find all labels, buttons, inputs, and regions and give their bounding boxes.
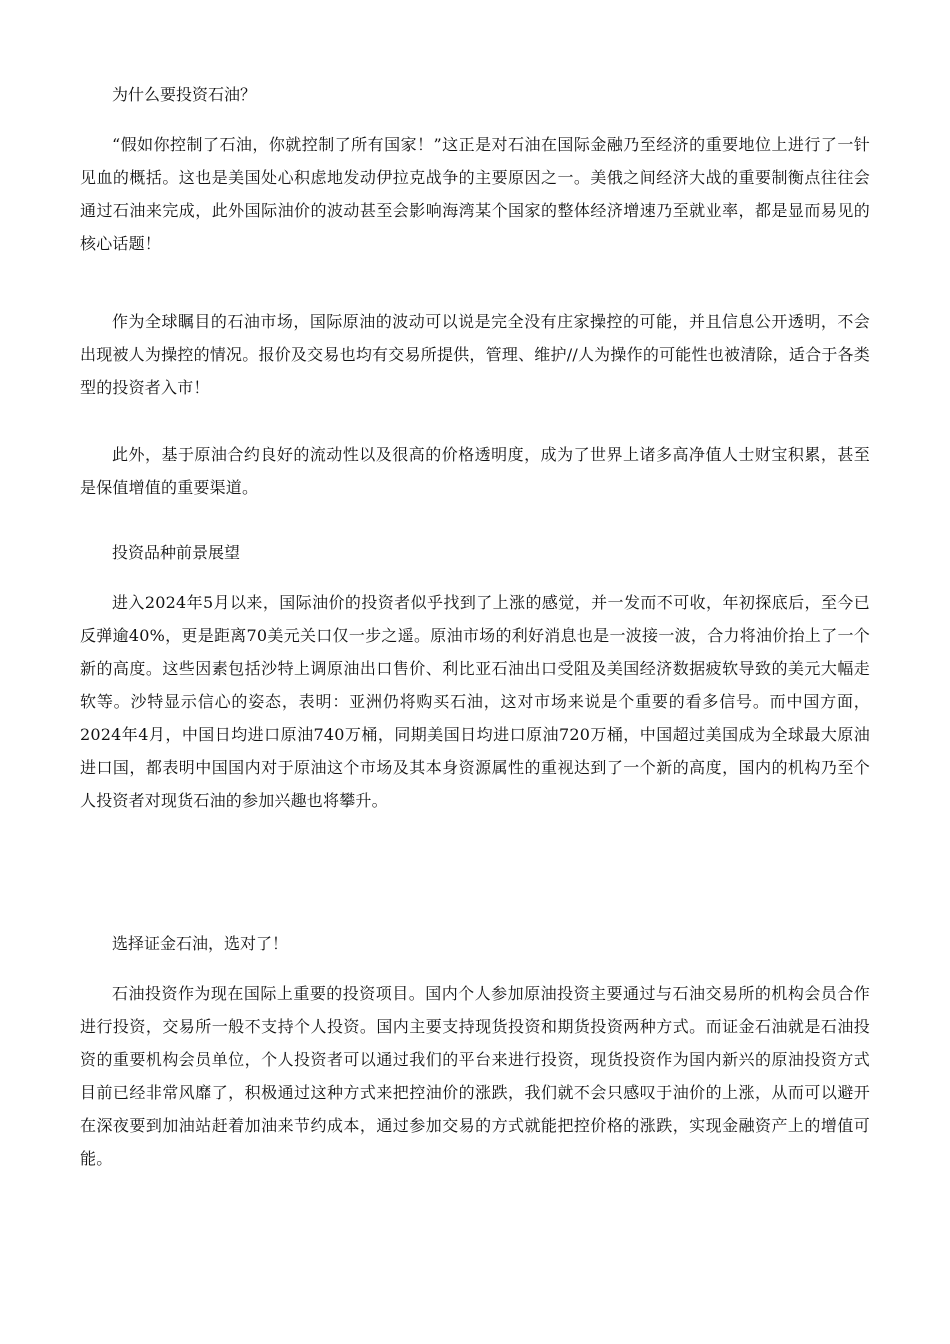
heading-why-invest-oil: 为什么要投资石油？	[112, 85, 257, 104]
heading-outlook: 投资品种前景展望	[112, 543, 241, 562]
paragraph-investment-method: 石油投资作为现在国际上重要的投资项目。国内个人参加原油投资主要通过与石油交易所的机构会员合作进行投资，交易所一般不支持个人投资。国内主要支持现货投资和期货投资两种方式。而证金石油就是石油投资的重要机构会员单位，个人投资者可以通过我们的平台来进行投资，现货投资作为国内新兴的原油投资方式目前已经非常风靡了，积极通过这种方式来把控油价的涨跌，我们就不会只感叹于油价的上涨，从而可以避开在深夜要到加油站赶着加油来节约成本，通过参加交易的方式就能把控价格的涨跌，实现金融资产上的增值可能。	[80, 984, 870, 1168]
paragraph-liquidity: 此外，基于原油合约良好的流动性以及很高的价格透明度，成为了世界上诸多高净值人士财宝积累，甚至是保值增值的重要渠道。	[80, 445, 870, 497]
paragraph-oil-importance: “假如你控制了石油，你就控制了所有国家！”这正是对石油在国际金融乃至经济的重要地位上进行了一针见血的概括。这也是美国处心积虑地发动伊拉克战争的主要原因之一。美俄之间经济大战的重要制衡点往往会通过石油来完成，此外国际油价的波动甚至会影响海湾某个国家的整体经济增速乃至就业率，都是显而易见的核心话题！	[80, 135, 870, 253]
heading-choose-zhengjin: 选择证金石油，选对了！	[112, 934, 289, 953]
paragraph-market-transparency: 作为全球瞩目的石油市场，国际原油的波动可以说是完全没有庄家操控的可能，并且信息公开透明，不会出现被人为操控的情况。报价及交易也均有交易所提供，管理、维护//人为操作的可能性也被清除，适合于各类型的投资者入市！	[80, 312, 870, 397]
paragraph-price-outlook: 进入2024年5月以来，国际油价的投资者似乎找到了上涨的感觉，并一发而不可收，年初探底后，至今已反弹逾40%，更是距离70美元关口仅一步之遥。原油市场的利好消息也是一波接一波，合力将油价抬上了一个新的高度。这些因素包括沙特上调原油出口售价、利比亚石油出口受阻及美国经济数据疲软导致的美元大幅走软等。沙特显示信心的姿态，表明：亚洲仍将购买石油，这对市场来说是个重要的看多信号。而中国方面，2024年4月，中国日均进口原油740万桶，同期美国日均进口原油720万桶，中国超过美国成为全球最大原油进口国，都表明中国国内对于原油这个市场及其本身资源属性的重视达到了一个新的高度，国内的机构乃至个人投资者对现货石油的参加兴趣也将攀升。	[80, 593, 870, 810]
